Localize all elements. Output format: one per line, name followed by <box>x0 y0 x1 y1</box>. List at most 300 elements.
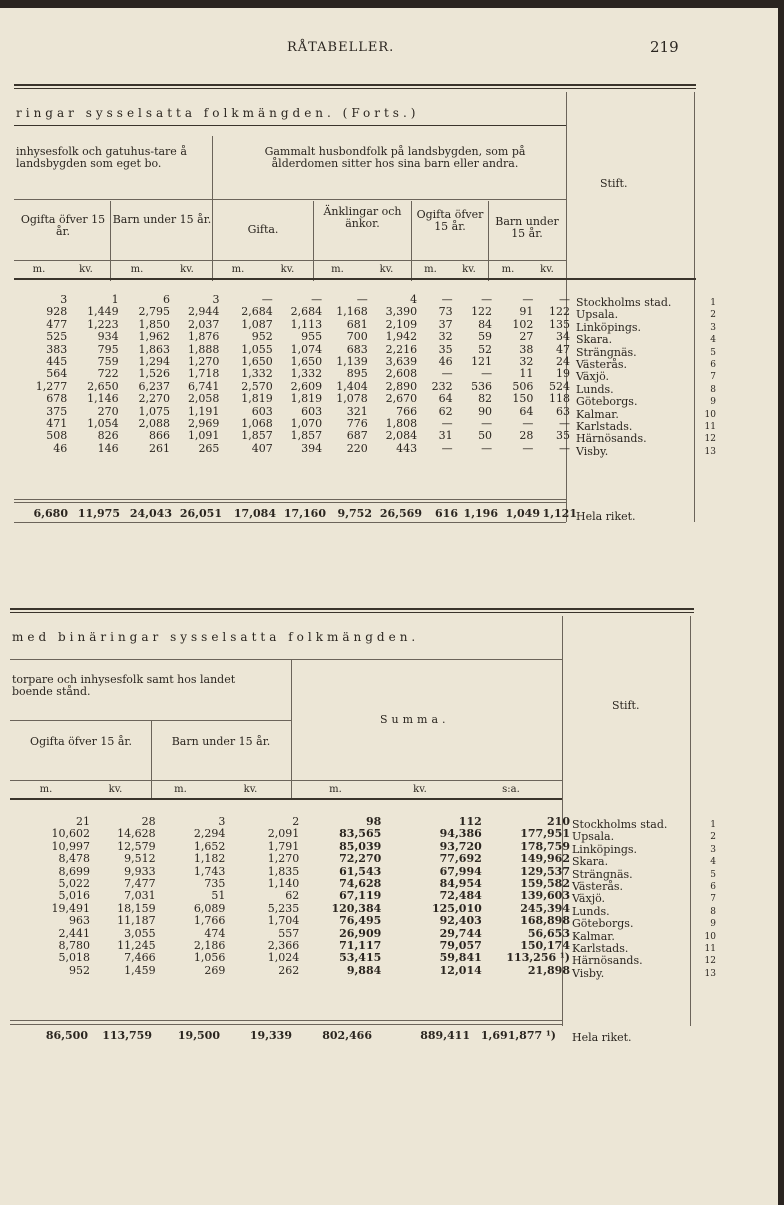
table-1-stift-header: Stift. <box>600 177 628 190</box>
table-cell: 122 <box>471 305 493 319</box>
table-cell: 11 <box>519 367 534 381</box>
table-cell: 4 <box>410 293 418 306</box>
table-cell: — <box>522 441 534 455</box>
table-cell: 1,650 <box>241 355 273 369</box>
t2-sub-barn: Barn under 15 år. <box>171 735 271 748</box>
table-cell: 866 <box>149 429 171 443</box>
table-cell: 82 <box>478 392 493 406</box>
table-cell: 2,650 <box>87 379 119 393</box>
table-cell: 2,609 <box>290 379 323 393</box>
row-number: 4 <box>710 335 716 346</box>
table-cell: 536 <box>471 379 493 393</box>
table-cell: 84,954 <box>439 877 482 891</box>
stift-name: Skara. <box>572 855 609 869</box>
table-cell: 7,031 <box>124 889 156 903</box>
table-cell: 32 <box>519 355 534 369</box>
table-cell: 94,386 <box>439 827 482 841</box>
table-cell: — <box>522 293 534 306</box>
t2-unit: kv. <box>108 784 123 795</box>
table-cell: 5,235 <box>267 901 300 915</box>
row-number: 1 <box>710 820 716 830</box>
table-cell: 90 <box>478 404 493 418</box>
table-row <box>14 368 570 380</box>
table-cell: 5,022 <box>58 877 90 891</box>
table-cell: 1,168 <box>336 305 368 319</box>
table-cell: 24 <box>556 355 570 369</box>
table-cell: 72,270 <box>339 852 382 866</box>
table-cell: 6,741 <box>187 379 220 393</box>
table-cell: 2,795 <box>138 305 171 319</box>
table-row <box>14 306 570 318</box>
t2-unit: m. <box>174 784 187 795</box>
total-cell: 616 <box>435 507 458 520</box>
table-cell: 29,744 <box>439 926 482 940</box>
t1-unit: kv. <box>379 264 394 275</box>
table-cell: 1,857 <box>290 429 323 443</box>
row-number: 3 <box>710 844 716 855</box>
table-cell: — <box>441 441 453 455</box>
table-cell: 2,969 <box>187 417 220 431</box>
table-cell: 52 <box>478 342 493 356</box>
row-number: 5 <box>710 347 716 358</box>
t1-unit: m. <box>501 264 515 275</box>
table-cell: 1,942 <box>385 330 418 344</box>
table-cell: 735 <box>204 877 226 891</box>
t1-sub-gifta: Gifta. <box>247 223 279 236</box>
table-cell: 12,579 <box>117 839 156 853</box>
row-number: 9 <box>710 397 716 408</box>
table-cell: 150 <box>512 392 534 406</box>
table-cell: 477 <box>46 317 68 331</box>
table-cell: 46 <box>438 355 453 369</box>
table-cell: 64 <box>438 392 453 406</box>
table-cell: 11,187 <box>117 914 156 928</box>
stift-name: Göteborgs. <box>572 917 634 931</box>
table-cell: 1,743 <box>193 864 226 878</box>
table-cell: 2,670 <box>385 392 418 406</box>
t2-unit: kv. <box>243 784 258 795</box>
table-cell: 1,526 <box>138 367 171 381</box>
table-cell: 557 <box>278 926 300 940</box>
table-cell: 826 <box>97 429 119 443</box>
t2-unit: s:a. <box>502 784 520 795</box>
table-row <box>10 828 570 840</box>
table-cell: 1,704 <box>267 914 300 928</box>
table-cell: 84 <box>478 317 493 331</box>
table-cell: 76,495 <box>339 914 382 928</box>
table-cell: — <box>441 293 453 306</box>
total-cell: 1,049 <box>505 507 540 520</box>
row-number: 1 <box>710 298 716 308</box>
stift-name: Göteborgs. <box>576 395 638 409</box>
t1-unit: m. <box>424 264 437 275</box>
table-cell: 73 <box>438 305 453 319</box>
table-row <box>10 853 570 865</box>
table-cell: 62 <box>438 404 453 418</box>
table-cell: 51 <box>211 889 226 903</box>
table-cell: 1,270 <box>267 852 300 866</box>
table-cell: 53,415 <box>339 951 382 965</box>
table-2-total-label: Hela riket. <box>572 1031 632 1044</box>
stift-name: Kalmar. <box>572 929 615 943</box>
table-cell: 683 <box>346 342 368 356</box>
table-cell: 1,650 <box>290 355 323 369</box>
table-cell: 135 <box>549 317 570 331</box>
table-cell: 93,720 <box>439 839 482 853</box>
table-cell: 150,174 <box>520 939 570 953</box>
table-cell: 265 <box>198 441 220 455</box>
stift-name: Linköpings. <box>572 842 638 856</box>
table-cell: 445 <box>46 355 68 369</box>
table-cell: 1,962 <box>138 330 171 344</box>
total-cell: 24,043 <box>129 507 172 520</box>
table-2-row-numbers <box>690 819 716 980</box>
stift-name: Linköpings. <box>576 320 642 334</box>
table-cell: 895 <box>346 367 368 381</box>
t1-unit: kv. <box>462 264 476 275</box>
table-cell: 1,449 <box>87 305 119 319</box>
table-cell: 1,024 <box>267 951 300 965</box>
stift-name: Upsala. <box>572 830 615 844</box>
stift-name: Skara. <box>576 333 613 347</box>
t1-unit: kv. <box>540 264 554 275</box>
table-cell: 2,944 <box>187 305 220 319</box>
table-cell: 5,016 <box>58 889 90 903</box>
table-cell: 759 <box>97 355 119 369</box>
table-cell: 1,075 <box>138 404 171 418</box>
table-cell: 77,692 <box>439 852 482 866</box>
table-cell: 2,058 <box>187 392 220 406</box>
total-cell: 19,500 <box>177 1029 220 1042</box>
table-cell: 46 <box>53 441 68 455</box>
table-cell: 8,478 <box>58 852 90 866</box>
table-cell: 955 <box>301 330 323 344</box>
stift-name: Upsala. <box>576 308 619 322</box>
stift-name: Strängnäs. <box>572 867 633 881</box>
table-cell: 146 <box>97 441 119 455</box>
table-2-group-a-heading: torpare och inhysesfolk samt hos landet boende stånd. <box>12 673 236 698</box>
row-number: 7 <box>710 894 716 905</box>
table-cell: 177,951 <box>520 827 570 841</box>
stift-name: Växjö. <box>572 892 606 906</box>
total-cell: 113,759 <box>102 1029 152 1042</box>
table-cell: 1,146 <box>87 392 119 406</box>
table-cell: 37 <box>438 317 453 331</box>
table-row <box>14 443 570 455</box>
table-cell: 26,909 <box>339 926 382 940</box>
stift-name: Visby. <box>572 966 605 980</box>
table-cell: — <box>261 293 273 306</box>
t1-unit: m. <box>231 264 245 275</box>
total-cell: 86,500 <box>45 1029 88 1042</box>
total-cell: 6,680 <box>33 507 68 520</box>
table-cell: — <box>522 417 534 431</box>
table-cell: 1,332 <box>290 367 323 381</box>
table-cell: 2,088 <box>138 417 171 431</box>
table-cell: 443 <box>396 441 418 455</box>
table-cell: 6,089 <box>193 901 226 915</box>
table-cell: 928 <box>46 305 68 319</box>
table-cell: 2,441 <box>58 926 90 940</box>
table-cell: 178,759 <box>520 839 570 853</box>
total-cell: 11,975 <box>77 507 120 520</box>
table-cell: 34 <box>556 330 570 344</box>
table-cell: — <box>481 367 493 381</box>
table-cell: 50 <box>478 429 493 443</box>
table-cell: 59 <box>478 330 493 344</box>
table-cell: 1,140 <box>267 877 300 891</box>
table-cell: 149,962 <box>520 852 570 866</box>
table-cell: 210 <box>547 815 570 828</box>
table-2-stift-list <box>572 819 667 980</box>
table-cell: 776 <box>346 417 368 431</box>
table-2-stift-header: Stift. <box>612 699 640 712</box>
table-cell: 91 <box>519 305 534 319</box>
table-cell: 678 <box>46 392 68 406</box>
table-cell: 564 <box>46 367 68 381</box>
stift-name: Lunds. <box>572 904 610 918</box>
table-cell: 10,997 <box>51 839 90 853</box>
table-cell: 6,237 <box>138 379 171 393</box>
table-cell: 934 <box>97 330 119 344</box>
table-cell: 121 <box>471 355 493 369</box>
table-row <box>10 952 570 964</box>
table-cell: 18,159 <box>117 901 156 915</box>
table-cell: 952 <box>251 330 273 344</box>
t1-unit: m. <box>331 264 344 275</box>
document-page <box>0 8 778 1205</box>
table-cell: 1,888 <box>187 342 220 356</box>
table-cell: 3,639 <box>385 355 418 369</box>
table-cell: 383 <box>46 342 68 356</box>
table-cell: 603 <box>251 404 273 418</box>
table-cell: 321 <box>346 404 368 418</box>
total-cell: 1,691,877 ¹) <box>480 1029 556 1042</box>
table-cell: 62 <box>285 889 300 903</box>
table-cell: 168,898 <box>520 914 570 928</box>
table-2-summa-heading: Summa. <box>380 713 450 726</box>
table-cell: 508 <box>46 429 68 443</box>
table-cell: 8,780 <box>58 939 90 953</box>
stift-name: Karlstads. <box>576 419 633 433</box>
table-cell: 474 <box>204 926 226 940</box>
table-cell: 11,245 <box>117 939 156 953</box>
table-cell: 2,037 <box>187 317 220 331</box>
table-cell: 1,766 <box>193 914 226 928</box>
table-cell: 2,684 <box>241 305 273 319</box>
table-cell: 9,933 <box>124 864 156 878</box>
table-cell: 952 <box>69 963 90 977</box>
table-cell: 2,109 <box>385 317 418 331</box>
table-cell: 1,182 <box>193 852 226 866</box>
table-cell: 1,835 <box>267 864 300 878</box>
table-cell: 71,117 <box>339 939 382 953</box>
table-cell: 681 <box>346 317 368 331</box>
table-cell: 14,628 <box>117 827 156 841</box>
table-cell: 8,699 <box>58 864 90 878</box>
table-cell: 245,394 <box>520 901 570 915</box>
table-cell: 72,484 <box>439 889 482 903</box>
table-cell: 61,543 <box>339 864 382 878</box>
stift-name: Västerås. <box>576 357 628 371</box>
table-cell: 700 <box>346 330 368 344</box>
table-cell: 1,294 <box>138 355 171 369</box>
table-cell: 1,054 <box>87 417 119 431</box>
total-cell: 802,466 <box>322 1029 372 1042</box>
table-1-totals <box>0 507 577 521</box>
table-cell: — <box>481 417 493 431</box>
table-cell: 31 <box>438 429 453 443</box>
table-cell: — <box>356 293 368 306</box>
table-cell: 375 <box>46 404 68 418</box>
t2-sub-ogifta: Ogifta öfver 15 år. <box>30 735 132 748</box>
stift-name: Växjö. <box>576 370 610 384</box>
row-number: 2 <box>710 832 716 843</box>
table-cell: 1,055 <box>241 342 273 356</box>
table-cell: 506 <box>512 379 534 393</box>
table-1-total-label: Hela riket. <box>576 510 636 523</box>
row-number: 10 <box>704 409 716 420</box>
table-cell: 2,570 <box>241 379 273 393</box>
table-cell: 6 <box>163 293 171 306</box>
table-cell: 2,608 <box>385 367 418 381</box>
stift-name: Strängnäs. <box>576 345 637 359</box>
table-cell: 1,091 <box>187 429 220 443</box>
table-1-banner: ringar sysselsatta folkmängden. (Forts.) <box>16 106 420 120</box>
t1-unit: kv. <box>79 264 93 275</box>
table-cell: 67,994 <box>439 864 482 878</box>
table-1-body <box>14 294 570 455</box>
table-cell: 47 <box>556 342 570 356</box>
table-cell: 35 <box>438 342 453 356</box>
table-2-banner: med binäringar sysselsatta folkmängden. <box>12 630 420 644</box>
table-cell: 85,039 <box>339 839 382 853</box>
table-cell: 795 <box>97 342 119 356</box>
table-cell: 269 <box>204 963 226 977</box>
table-cell: 9,512 <box>124 852 156 866</box>
table-cell: 21 <box>76 815 90 828</box>
table-cell: 7,477 <box>124 877 156 891</box>
total-cell: 9,752 <box>337 507 372 520</box>
row-number: 11 <box>704 421 716 432</box>
t1-sub-barn: Barn under 15 år. <box>112 213 212 226</box>
table-cell: 407 <box>251 441 273 455</box>
stift-name: Karlstads. <box>572 941 629 955</box>
table-cell: 1,850 <box>138 317 171 331</box>
table-cell: 120,384 <box>331 901 382 915</box>
table-cell: 2,084 <box>385 429 418 443</box>
t2-unit: m. <box>39 784 53 795</box>
table-cell: 38 <box>519 342 534 356</box>
table-cell: 3 <box>218 815 226 828</box>
row-number: 11 <box>704 943 716 954</box>
table-cell: 1 <box>111 293 119 306</box>
table-cell: 232 <box>431 379 453 393</box>
row-number: 7 <box>710 372 716 383</box>
table-cell: 2,270 <box>138 392 171 406</box>
table-cell: 21,898 <box>527 963 570 977</box>
table-2-totals <box>0 1029 562 1043</box>
table-cell: 98 <box>365 815 382 828</box>
table-cell: 79,057 <box>439 939 482 953</box>
row-number: 8 <box>710 384 716 395</box>
table-cell: 1,459 <box>124 963 156 977</box>
table-row <box>14 331 570 343</box>
total-cell: 1,121 <box>542 507 577 520</box>
table-cell: — <box>441 367 453 381</box>
row-number: 10 <box>704 931 716 942</box>
table-row <box>14 430 570 442</box>
table-cell: 28 <box>519 429 534 443</box>
row-number: 5 <box>710 869 716 880</box>
table-cell: 1,113 <box>290 317 323 331</box>
table-cell: 2,186 <box>193 939 226 953</box>
row-number: 12 <box>704 434 716 445</box>
total-cell: 26,569 <box>379 507 422 520</box>
table-cell: 1,223 <box>87 317 119 331</box>
table-cell: 2 <box>292 815 300 828</box>
table-cell: 2,366 <box>267 939 300 953</box>
table-cell: 2,294 <box>193 827 226 841</box>
table-cell: 1,652 <box>193 839 226 853</box>
t1-unit: kv. <box>280 264 295 275</box>
table-1-group-a-heading: inhysesfolk och gatuhus-tare å landsbygden som eget bo. <box>16 145 187 170</box>
stift-name: Kalmar. <box>576 407 619 421</box>
table-cell: 1,819 <box>241 392 273 406</box>
table-cell: 3 <box>212 293 220 306</box>
t2-unit: m. <box>329 784 342 795</box>
table-1-group-b-heading: Gammalt husbondfolk på landsbygden, som på ålderdomen sitter hos sina barn eller andra. <box>264 145 526 170</box>
table-cell: 1,863 <box>138 342 171 356</box>
table-cell: 1,819 <box>290 392 323 406</box>
table-cell: 129,537 <box>520 864 570 878</box>
table-cell: 1,277 <box>35 379 68 393</box>
stift-name: Härnösands. <box>572 954 643 968</box>
table-cell: 56,653 <box>527 926 570 940</box>
table-cell: 1,857 <box>241 429 273 443</box>
table-cell: 59,841 <box>439 951 482 965</box>
table-cell: 722 <box>97 367 119 381</box>
table-cell: 125,010 <box>432 901 482 915</box>
table-cell: 1,718 <box>187 367 220 381</box>
table-cell: 1,068 <box>241 417 273 431</box>
total-cell: 17,160 <box>283 507 326 520</box>
table-cell: 261 <box>149 441 171 455</box>
table-cell: — <box>311 293 323 306</box>
table-cell: 122 <box>549 305 570 319</box>
table-cell: 27 <box>519 330 534 344</box>
stift-name: Visby. <box>576 444 609 458</box>
table-cell: 118 <box>549 392 570 406</box>
table-cell: 471 <box>46 417 68 431</box>
table-cell: 1,078 <box>336 392 368 406</box>
table-cell: 1,191 <box>187 404 220 418</box>
page-number: 219 <box>650 38 679 56</box>
stift-name: Stockholms stad. <box>572 818 668 831</box>
row-number: 2 <box>710 310 716 321</box>
table-cell: 1,074 <box>290 342 323 356</box>
row-number: 12 <box>704 956 716 967</box>
t1-unit: m. <box>32 264 46 275</box>
table-cell: 220 <box>346 441 368 455</box>
running-title: RÅTABELLER. <box>287 40 395 55</box>
table-cell: 766 <box>396 404 418 418</box>
table-cell: 525 <box>46 330 68 344</box>
table-cell: 3 <box>60 293 68 306</box>
total-cell: 26,051 <box>179 507 222 520</box>
table-cell: — <box>559 441 570 455</box>
t1-sub-anklingar: Änklingar och änkor. <box>323 205 402 230</box>
